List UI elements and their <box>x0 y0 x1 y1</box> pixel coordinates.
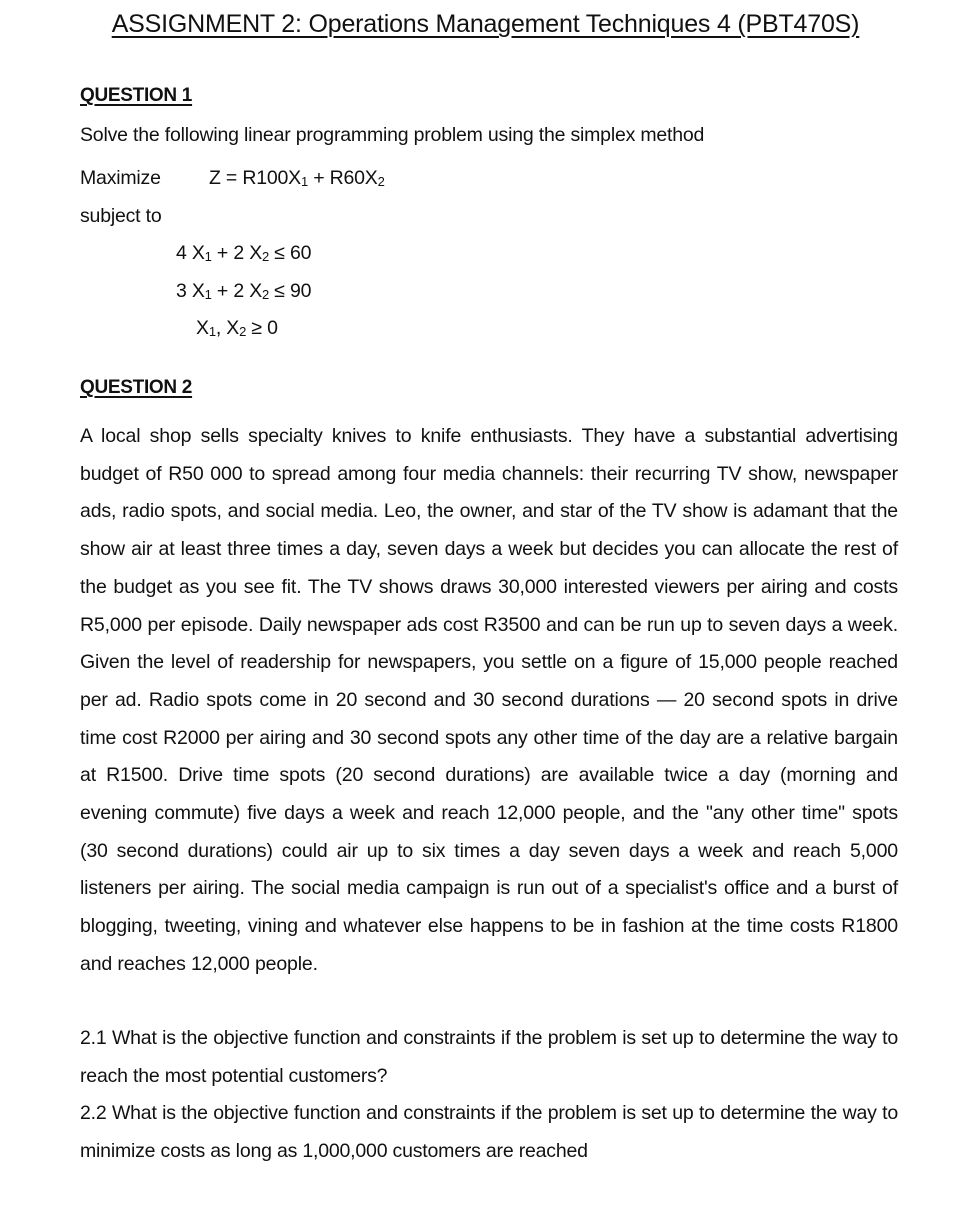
question-2-heading: QUESTION 2 <box>80 377 193 398</box>
question-2-paragraph: A local shop sells specialty knives to knife enthusiasts. They have a substantial advertising budget of R50 000 to spread among four media channels: their recurring TV show, newspaper ads, radio spots, and social media. Leo, the owner, and star of the TV show is adamant that the show air at least three times a day, seven days a week but decides you can allocate the rest of the budget as you see fit. The TV shows draws 30,000 interested viewers per airing and costs R5,000 per episode. Daily newspaper ads cost R3500 and can be run up to seven days a week. Given the level of readership for newspapers, you settle on a figure of 15,000 people reached per ad. Radio spots come in 20 second and 30 second durations — 20 second spots in drive time cost R2000 per airing and 30 second spots any other time of the day are a relative bargain at R1500. Drive time spots (20 second durations) are available twice a day (morning and evening commute) five days a week and reach 12,000 people, and the "any other time" spots (30 second durations) could air up to six times a day seven days a week and reach 5,000 listeners per airing. The social media campaign is run out of a specialist's office and a burst of blogging, tweeting, vining and whatever else happens to be in fashion at the time costs R1800 and reaches 12,000 people. <box>80 425 898 975</box>
objective-function: Z = R100X1 + R60X2 <box>209 167 385 189</box>
assignment-title: ASSIGNMENT 2: Operations Management Techniques 4 (PBT470S) <box>111 10 860 38</box>
non-negativity-constraint: X1, X2 ≥ 0 <box>196 317 278 339</box>
constraint-1: 4 X1 + 2 X2 ≤ 60 <box>176 242 312 264</box>
maximize-label: Maximize <box>80 167 161 189</box>
question-1-heading: QUESTION 1 <box>80 85 193 106</box>
question-1-intro: Solve the following linear programming problem using the simplex method <box>80 124 705 146</box>
subject-to-label: subject to <box>80 205 162 227</box>
question-2-1: 2.1 What is the objective function and constraints if the problem is set up to determine the way to reach the most potential customers? <box>80 1027 898 1087</box>
question-2-2: 2.2 What is the objective function and constraints if the problem is set up to determine the way to minimize costs as long as 1,000,000 customers are reached <box>80 1102 898 1162</box>
constraint-2: 3 X1 + 2 X2 ≤ 90 <box>176 280 312 302</box>
